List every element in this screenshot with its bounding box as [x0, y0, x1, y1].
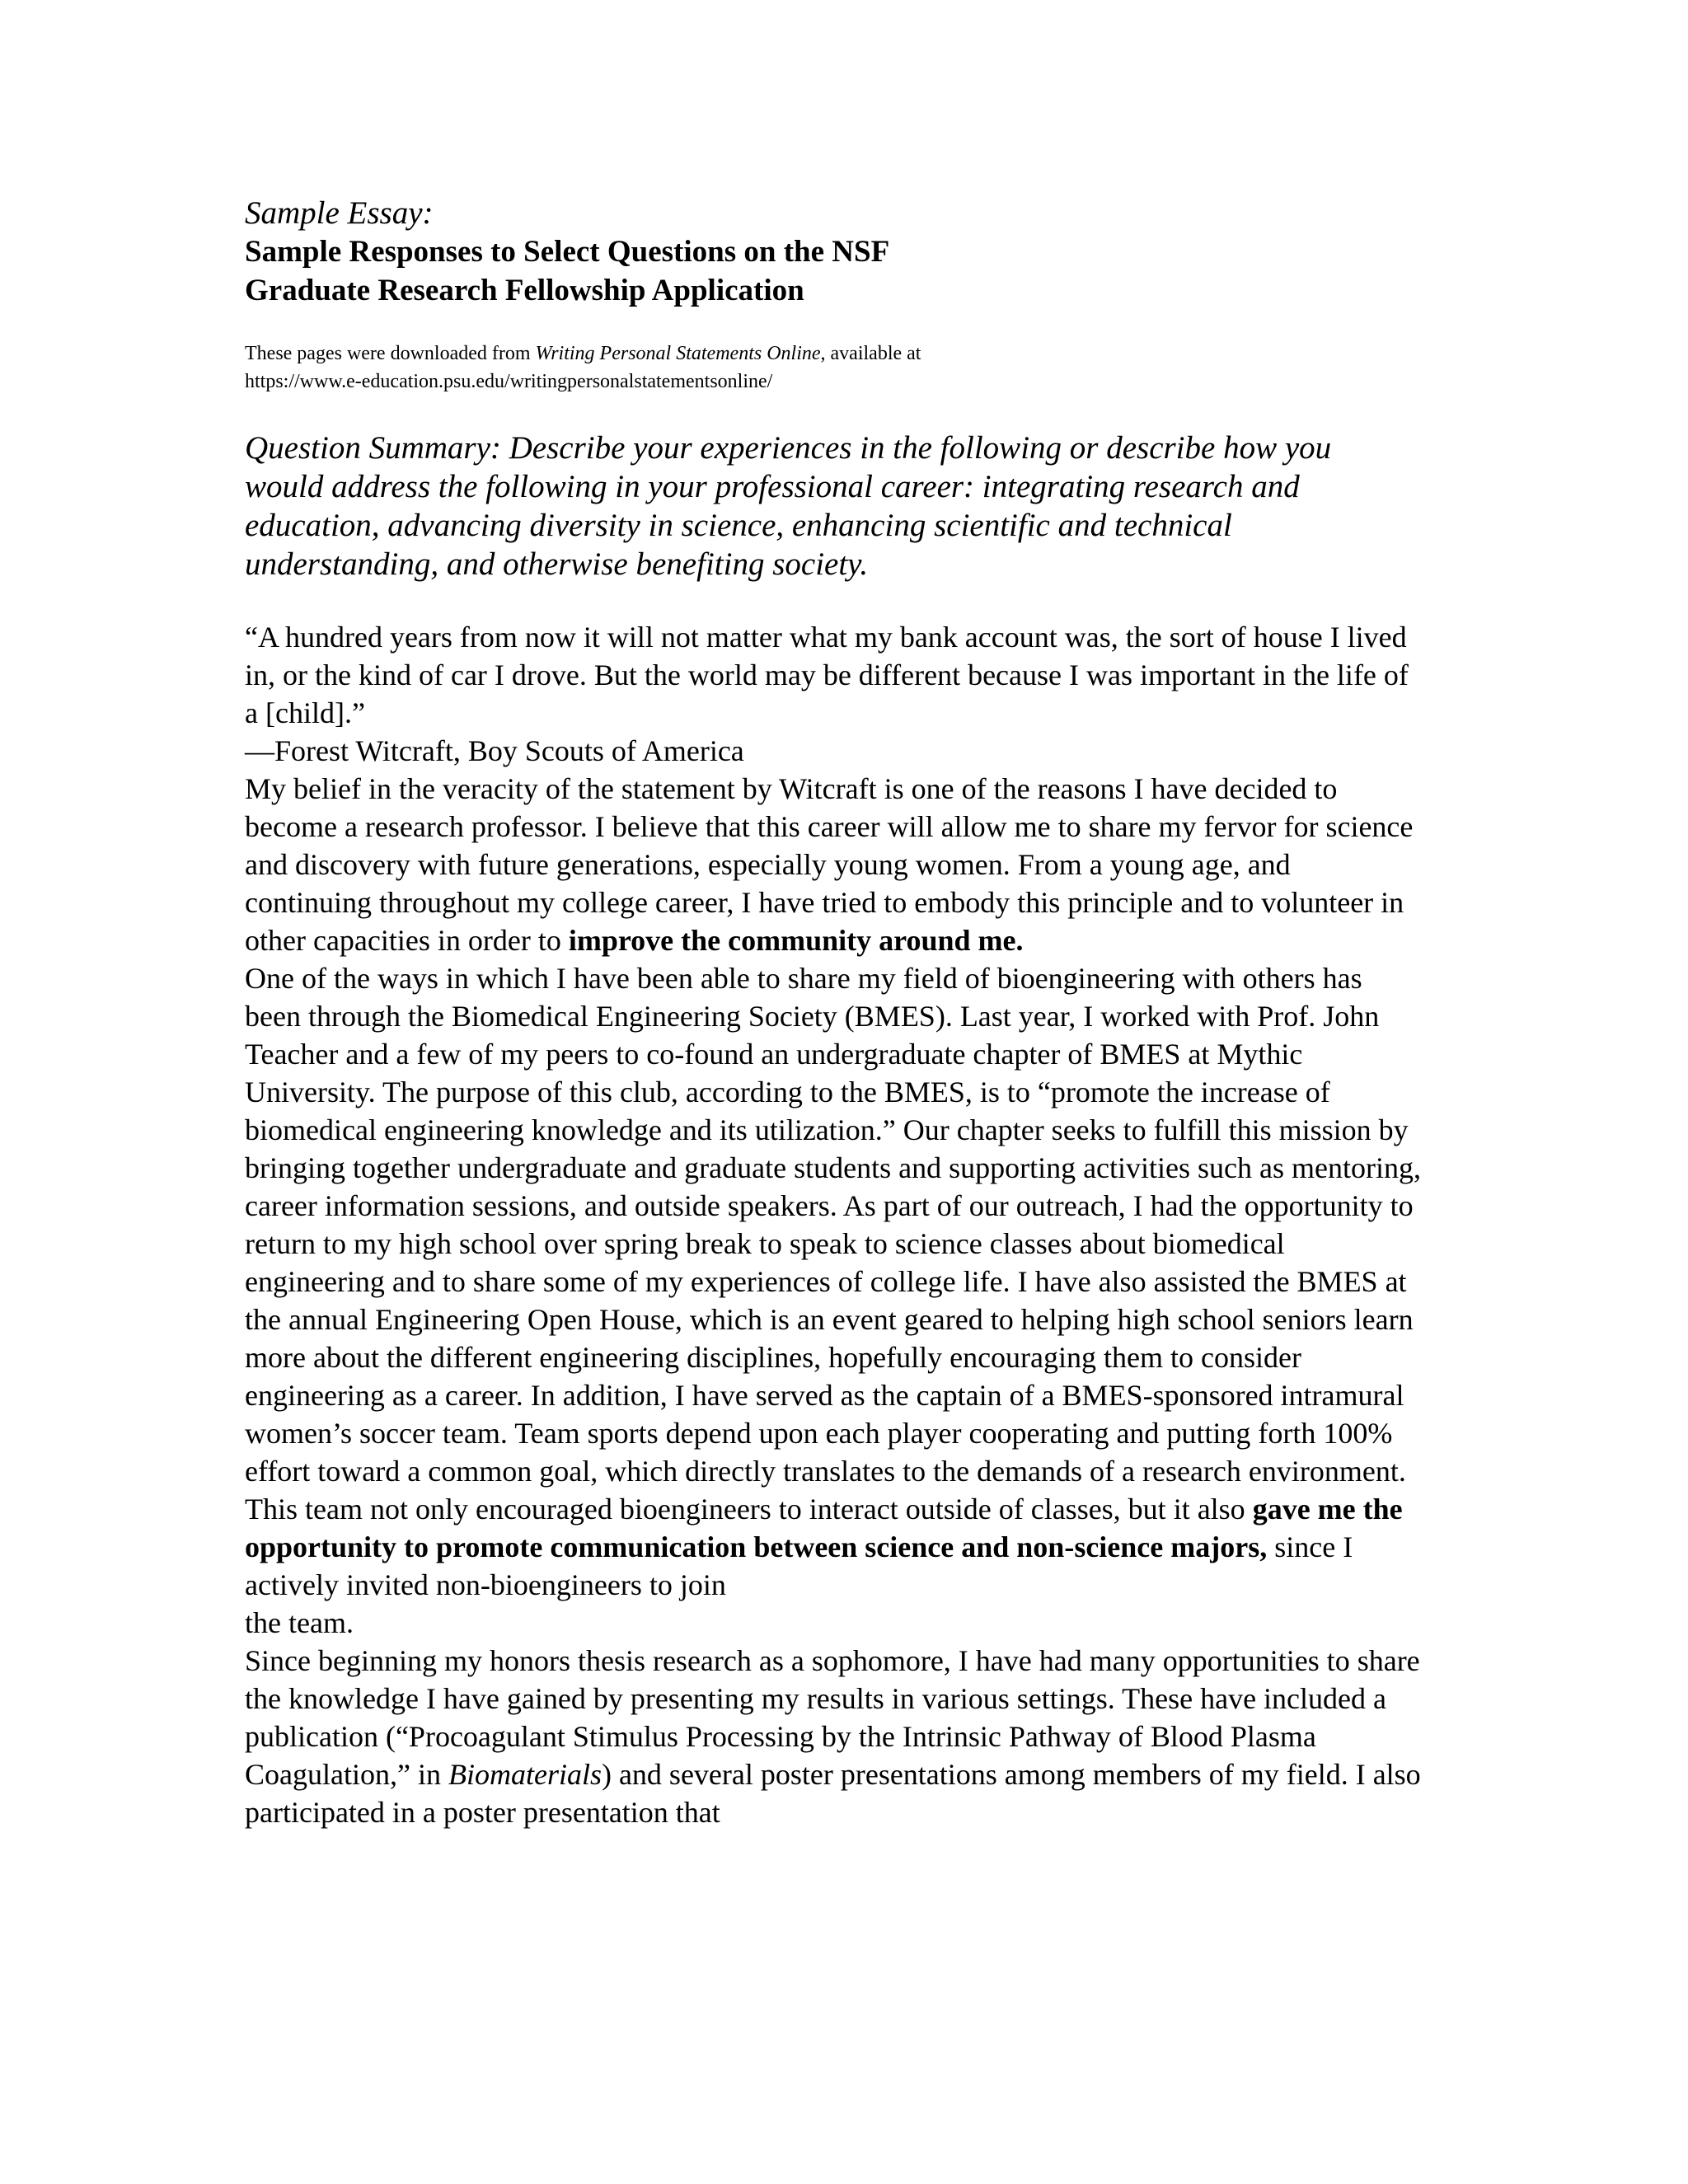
- source-site-title: Writing Personal Statements Online: [535, 343, 821, 364]
- title-line-1: Sample Responses to Select Questions on the NSF: [245, 235, 890, 269]
- source-url: https://www.e-education.psu.edu/writingpersonalstatementsonline/: [245, 371, 773, 392]
- document-title: [245, 232, 1432, 310]
- essay-body: [245, 618, 1423, 1831]
- paragraph-1-bold: improve the community around me.: [568, 924, 1024, 957]
- paragraph-2-text-after: since I actively invited non-bioengineers to join: [245, 1530, 1353, 1601]
- paragraph-2-text: One of the ways in which I have been able to share my field of bioengineering with others has been through the Biomedical Engineering Society (BMES). Last year, I worked with Prof. John Teacher and a few of my peers to co-found an undergraduate chapter of BMES at Mythic University. The purpose of this club, according to the BMES, is to “promote the increase of biomedical engineering knowledge and its utilization.” Our chapter seeks to fulfill this mission by bringing together undergraduate and graduate students and supporting activities such as mentoring, career information sessions, and outside speakers. As part of our outreach, I had the opportunity to return to my high school over spring break to speak to science classes about biomedical engineering and to share some of my experiences of college life. I have also assisted the BMES at the annual Engineering Open House, which is an event geared to helping high school seniors learn more about the different engineering disciplines, hopefully encouraging them to consider engineering as a career. In addition, I have served as the captain of a BMES-sponsored intramural women’s soccer team. Team sports depend upon each player cooperating and putting forth 100% effort toward a common goal, which directly translates to the demands of a research environment. This team not only encouraged bioengineers to interact outside of classes, but it also: [245, 962, 1421, 1526]
- paragraph-1-text: My belief in the veracity of the statement by Witcraft is one of the reasons I have decided to become a research professor. I believe that this career will allow me to share my fervor for science and discovery with future generations, especially young women. From a young age, and continuing throughout my college career, I have tried to embody this principle and to volunteer in other capacities in order to: [245, 772, 1414, 957]
- quote-attribution: —Forest Witcraft, Boy Scouts of America: [245, 734, 744, 767]
- paragraph-3-text: Since beginning my honors thesis research as a sophomore, I have had many opportunities to share the knowledge I have gained by presenting my results in various settings. These have included a publication (“Procoagulant Stimulus Processing by the Intrinsic Pathway of Blood Plasma Coagulation,” in: [245, 1644, 1420, 1791]
- paragraph-2: [245, 959, 1423, 1642]
- title-line-2: Graduate Research Fellowship Application: [245, 274, 804, 307]
- question-summary: Question Summary: Describe your experiences in the following or describe how you would address the following in your professional career: integrating research and education, advancing diversity in science, enhancing scientific and technical understanding, and otherwise benefiting society.: [245, 430, 1332, 582]
- paragraph-3: [245, 1642, 1423, 1831]
- paragraph-3-journal: Biomaterials: [448, 1758, 602, 1791]
- source-suffix: , available at: [820, 343, 921, 364]
- paragraph-1: [245, 770, 1423, 959]
- paragraph-2-bold: gave me the opportunity to promote communication between science and non-science majors,: [245, 1493, 1403, 1563]
- opening-quote: “A hundred years from now it will not matter what my bank account was, the sort of house I lived in, or the kind of car I drove. But the world may be different because I was important in the life of a [child].”: [245, 621, 1409, 729]
- paragraph-3-text-after: ) and several poster presentations among members of my field. I also participated in a poster presentation that: [245, 1758, 1421, 1829]
- source-prefix: These pages were downloaded from: [245, 343, 536, 364]
- source-note: [245, 340, 1432, 396]
- essay-kicker: Sample Essay:: [245, 195, 434, 231]
- document-page: [245, 194, 1432, 1831]
- paragraph-2-last-line: the team.: [245, 1606, 354, 1639]
